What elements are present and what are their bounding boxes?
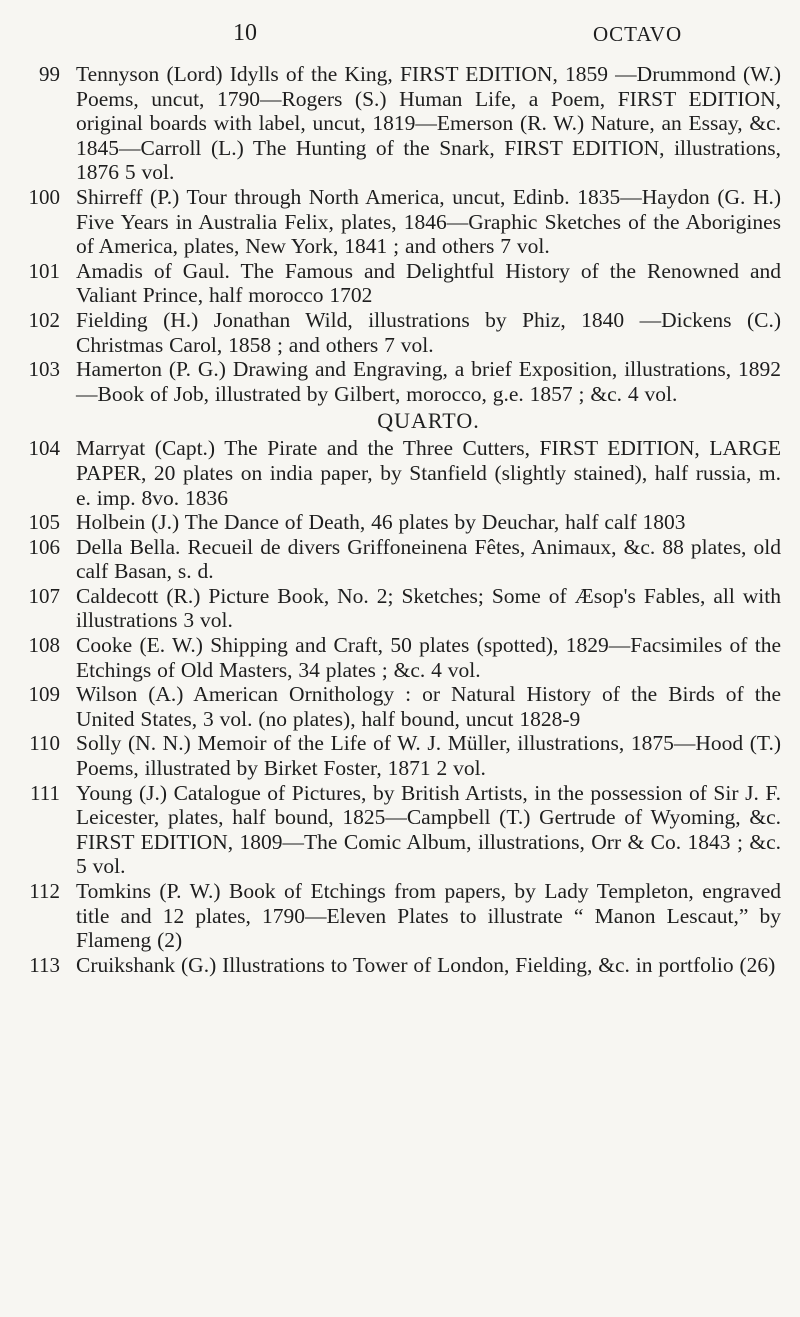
lot-description: Young (J.) Catalogue of Pictures, by British Artists, in the possession of Sir J. F. Leicester, plates, half bound, 1825—Campbell (T.) Gertrude of Wyoming, &c. FIRST EDITION, 1809—The Comic Album, illustrations, Orr & Co. 1843 ; &c. 5 vol. xyxy=(76,780,781,879)
lot-number: 102 xyxy=(28,307,60,332)
lot-entry xyxy=(0,781,800,879)
lot-description: Hamerton (P. G.) Drawing and Engraving, a brief Exposition, illustrations, 1892—Book of Job, illustrated by Gilbert, morocco, g.e. 1857 ; &c. 4 vol. xyxy=(76,357,781,406)
quarto-heading: QUARTO. xyxy=(377,408,480,434)
lot-description: Della Bella. Recueil de divers Griffoneinena Fêtes, Animaux, &c. 88 plates, old calf Basan, s. d. xyxy=(76,534,781,584)
lot-entry xyxy=(0,879,800,953)
lot-number: 100 xyxy=(28,184,60,209)
lot-description: Fielding (H.) Jonathan Wild, illustrations by Phiz, 1840 —Dickens (C.) Christmas Carol, 1858 ; and others 7 vol. xyxy=(76,307,781,357)
lot-number: 105 xyxy=(28,510,60,535)
lot-description: Marryat (Capt.) The Pirate and the Three Cutters, FIRST EDITION, LARGE PAPER, 20 plates on india paper, by Stanfield (slightly stained), half russia, m. e. imp. 8vo. 1836 xyxy=(76,436,781,510)
lot-number: 99 xyxy=(39,62,60,86)
lot-description: Amadis of Gaul. The Famous and Delightful History of the Renowned and Valiant Prince, half morocco 1702 xyxy=(76,258,781,308)
lot-number: 104 xyxy=(28,436,60,461)
section-label: OCTAVO xyxy=(593,22,683,46)
lot-number: 103 xyxy=(28,357,60,382)
lot-description: Wilson (A.) American Ornithology : or Natural History of the Birds of the United States, 3 vol. (no plates), half bound, uncut 1828-9 xyxy=(76,682,781,731)
lot-entry xyxy=(0,436,800,510)
lot-number: 112 xyxy=(29,879,60,903)
lot-description: Cooke (E. W.) Shipping and Craft, 50 plates (spotted), 1829—Facsimiles of the Etchings of Old Masters, 34 plates ; &c. 4 vol. xyxy=(76,633,781,682)
lot-number: 101 xyxy=(28,258,60,283)
lot-number: 108 xyxy=(28,633,60,658)
lot-description: Cruikshank (G.) Illustrations to Tower of London, Fielding, &c. in portfolio (26) xyxy=(76,952,776,977)
lot-description: Caldecott (R.) Picture Book, No. 2; Sketches; Some of Æsop's Fables, all with illustrations 3 vol. xyxy=(76,583,781,633)
lot-entry xyxy=(0,259,800,308)
lot-number: 110 xyxy=(29,731,60,756)
page-header xyxy=(0,20,800,54)
lot-description: Tennyson (Lord) Idylls of the King, FIRST EDITION, 1859 —Drummond (W.) Poems, uncut, 1790—Rogers (S.) Human Life, a Poem, FIRST EDITION, original boards with label, uncut, 1819—Emerson (R. W.) Nature, an Essay, &c. 1845—Carroll (L.) The Hunting of the Snark, FIRST EDITION, illustrations, 1876 5 vol. xyxy=(76,62,781,185)
page-number: 10 xyxy=(233,20,257,46)
lot-description: Holbein (J.) The Dance of Death, 46 plates by Deuchar, half calf 1803 xyxy=(76,510,686,535)
lot-entry xyxy=(0,510,800,535)
lot-description: Solly (N. N.) Memoir of the Life of W. J. Müller, illustrations, 1875—Hood (T.) Poems, illustrated by Birket Foster, 1871 2 vol. xyxy=(76,731,781,781)
lot-number: 109 xyxy=(28,682,60,707)
lot-entry xyxy=(0,308,800,357)
lot-list xyxy=(0,62,800,977)
lot-number: 106 xyxy=(28,534,60,559)
lot-number: 107 xyxy=(28,583,60,608)
lot-entry xyxy=(0,535,800,584)
lot-entry xyxy=(0,357,800,406)
lot-entry xyxy=(0,584,800,633)
lot-entry xyxy=(0,731,800,780)
lot-number: 113 xyxy=(29,952,60,977)
lot-description: Tomkins (P. W.) Book of Etchings from papers, by Lady Templeton, engraved title and 12 plates, 1790—Eleven Plates to illustrate “ Manon Lescaut,” by Flameng (2) xyxy=(76,879,781,953)
lot-entry xyxy=(0,185,800,259)
lot-entry xyxy=(0,953,800,978)
lot-number: 111 xyxy=(30,780,60,805)
lot-entry xyxy=(0,633,800,682)
lot-description: Shirreff (P.) Tour through North America, uncut, Edinb. 1835—Haydon (G. H.) Five Years in Australia Felix, plates, 1846—Graphic Sketches of the Aborigines of America, plates, New York, 1841 ; and others 7 vol. xyxy=(76,184,781,259)
lot-entry xyxy=(0,62,800,185)
lot-entry xyxy=(0,682,800,731)
